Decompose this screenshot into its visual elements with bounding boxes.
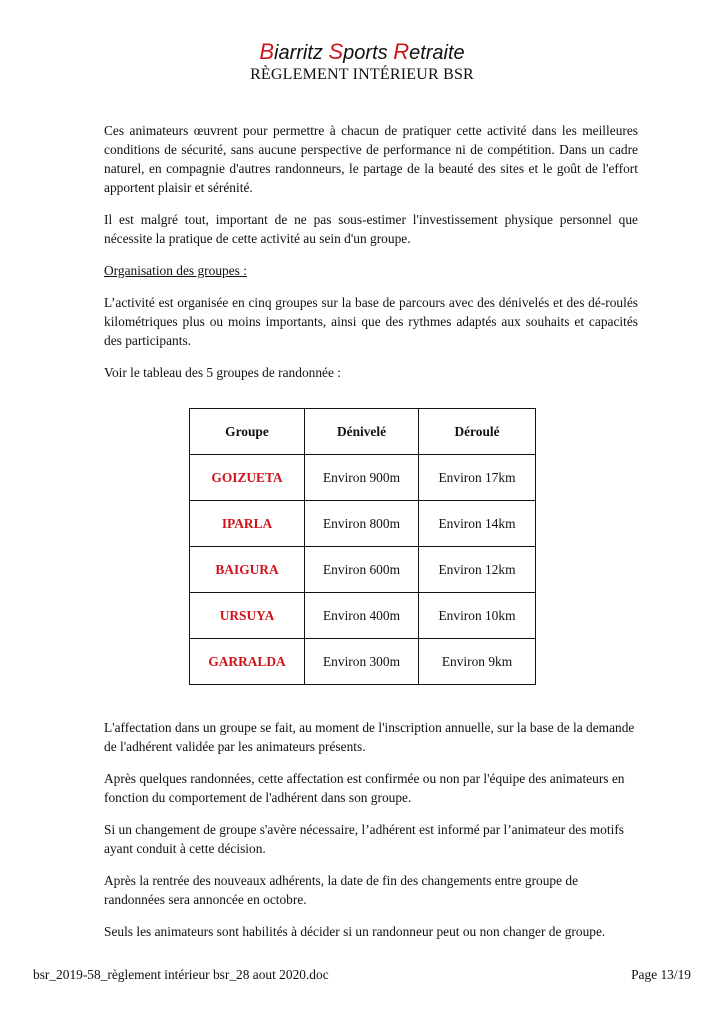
body-paragraph-1: L'affectation dans un groupe se fait, au moment de l'inscription annuelle, sur la base de la demande de l'adhérent validée par les animateurs présents.	[104, 720, 635, 754]
group-distance: Environ 14km	[419, 501, 536, 547]
document-subtitle: RÈGLEMENT INTÉRIEUR BSR	[250, 66, 474, 83]
group-elevation: Environ 600m	[305, 547, 419, 593]
table-row	[190, 455, 536, 501]
body-section	[104, 718, 638, 954]
table-row	[190, 593, 536, 639]
brand-initial-b: B	[259, 39, 275, 64]
group-name: IPARLA	[190, 501, 305, 547]
intro-paragraph-1: Ces animateurs œuvrent pour permettre à chacun de pratiquer cette activité dans les meilleures conditions de sécurité, sans aucune perspective de performance ni de compétition. Dans un cadre naturel, en compagnie d'autres randonneurs, le partage de la beauté des sites et le goût de l'effort apportent plaisir et sérénité.	[104, 123, 638, 195]
group-name: URSUYA	[190, 593, 305, 639]
document-header	[0, 40, 724, 85]
group-elevation: Environ 900m	[305, 455, 419, 501]
body-paragraph-3: Si un changement de groupe s'avère nécessaire, l’adhérent est informé par l’animateur des motifs ayant conduit à cette décision.	[104, 822, 624, 856]
brand-initial-s: S	[328, 39, 344, 64]
brand-word-rest: iarritz	[274, 42, 329, 64]
intro-paragraph-2: Il est malgré tout, important de ne pas sous-estimer l'investissement physique personnel que nécessite la pratique de cette activité au sein d'un groupe.	[104, 212, 638, 246]
intro-paragraph-4: Voir le tableau des 5 groupes de randonnée :	[104, 365, 341, 380]
body-paragraph-4: Après la rentrée des nouveaux adhérents, la date de fin des changements entre groupe de randonnées sera annoncée en octobre.	[104, 873, 579, 907]
body-paragraph-2: Après quelques randonnées, cette affectation est confirmée ou non par l'équipe des animateurs en fonction du comportement de l'adhérent dans son groupe.	[104, 771, 625, 805]
group-distance: Environ 10km	[419, 593, 536, 639]
table-row	[190, 501, 536, 547]
table-row	[190, 547, 536, 593]
group-elevation: Environ 800m	[305, 501, 419, 547]
group-name: GARRALDA	[190, 639, 305, 685]
brand-word-rest: etraite	[409, 42, 465, 64]
body-paragraph-5: Seuls les animateurs sont habilités à décider si un randonneur peut ou non changer de groupe.	[104, 924, 606, 939]
groups-table	[189, 408, 536, 685]
header-groupe: Groupe	[190, 409, 305, 455]
header-denivele: Dénivelé	[305, 409, 419, 455]
table-row	[190, 639, 536, 685]
group-distance: Environ 9km	[419, 639, 536, 685]
group-name: GOIZUETA	[190, 455, 305, 501]
group-elevation: Environ 400m	[305, 593, 419, 639]
section-title: Organisation des groupes :	[104, 263, 247, 278]
group-elevation: Environ 300m	[305, 639, 419, 685]
brand-word-rest: ports	[343, 42, 394, 64]
group-name: BAIGURA	[190, 547, 305, 593]
brand-title	[0, 40, 724, 65]
table-header-row	[190, 409, 536, 455]
brand-initial-r: R	[393, 39, 410, 64]
footer-page-number: Page 13/19	[631, 967, 691, 982]
footer-filename: bsr_2019-58_règlement intérieur bsr_28 aout 2020.doc	[33, 967, 329, 982]
group-distance: Environ 17km	[419, 455, 536, 501]
intro-paragraph-3: L’activité est organisée en cinq groupes sur la base de parcours avec des dénivelés et des dé-roulés kilométriques plus ou moins importants, ainsi que des rythmes adaptés aux souhaits et capacités des participants.	[104, 295, 638, 348]
group-distance: Environ 12km	[419, 547, 536, 593]
header-deroule: Déroulé	[419, 409, 536, 455]
intro-section	[104, 121, 638, 395]
